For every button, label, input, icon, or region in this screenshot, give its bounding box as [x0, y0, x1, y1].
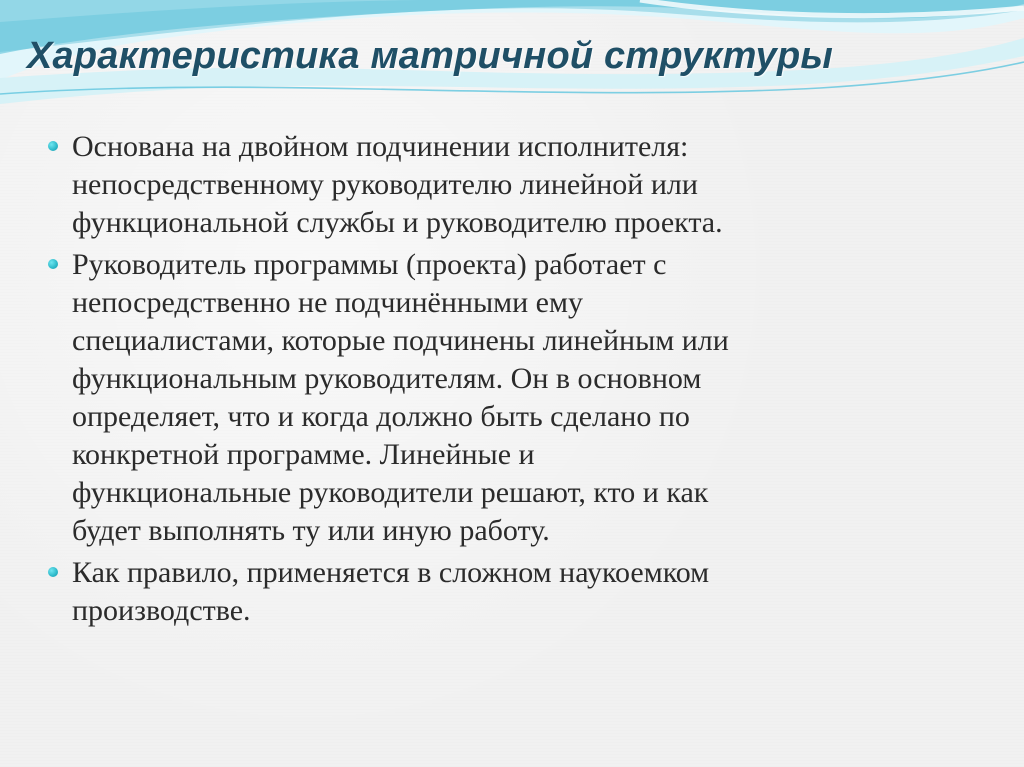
bullet-line: определяет, что и когда должно быть сделано по — [72, 400, 690, 433]
bullet-line: Руководитель программы (проекта) работает с — [72, 248, 667, 281]
bullet-line: Основана на двойном подчинении исполнителя: — [72, 130, 689, 163]
bullet-line: производстве. — [72, 594, 251, 627]
bullet-line: специалистами, которые подчинены линейным или — [72, 324, 729, 357]
bullet-line: Как правило, применяется в сложном наукоемком — [72, 556, 710, 589]
list-item — [48, 128, 978, 242]
bullet-list — [48, 128, 978, 634]
bullet-icon — [48, 141, 58, 151]
bullet-line: функциональные руководители решают, кто и как — [72, 476, 709, 509]
list-item — [48, 246, 978, 550]
bullet-line: функциональной службы и руководителю проекта. — [72, 206, 723, 239]
bullet-line: конкретной программе. Линейные и — [72, 438, 535, 471]
bullet-line: непосредственному руководителю линейной или — [72, 168, 698, 201]
bullet-line: непосредственно не подчинёнными ему — [72, 286, 583, 319]
bullet-icon — [48, 567, 58, 577]
bullet-icon — [48, 259, 58, 269]
bullet-line: будет выполнять ту или иную работу. — [72, 514, 550, 547]
page-title: Характеристика матричной структуры — [27, 35, 834, 77]
bullet-line: функциональным руководителям. Он в основном — [72, 362, 702, 395]
list-item — [48, 554, 978, 630]
